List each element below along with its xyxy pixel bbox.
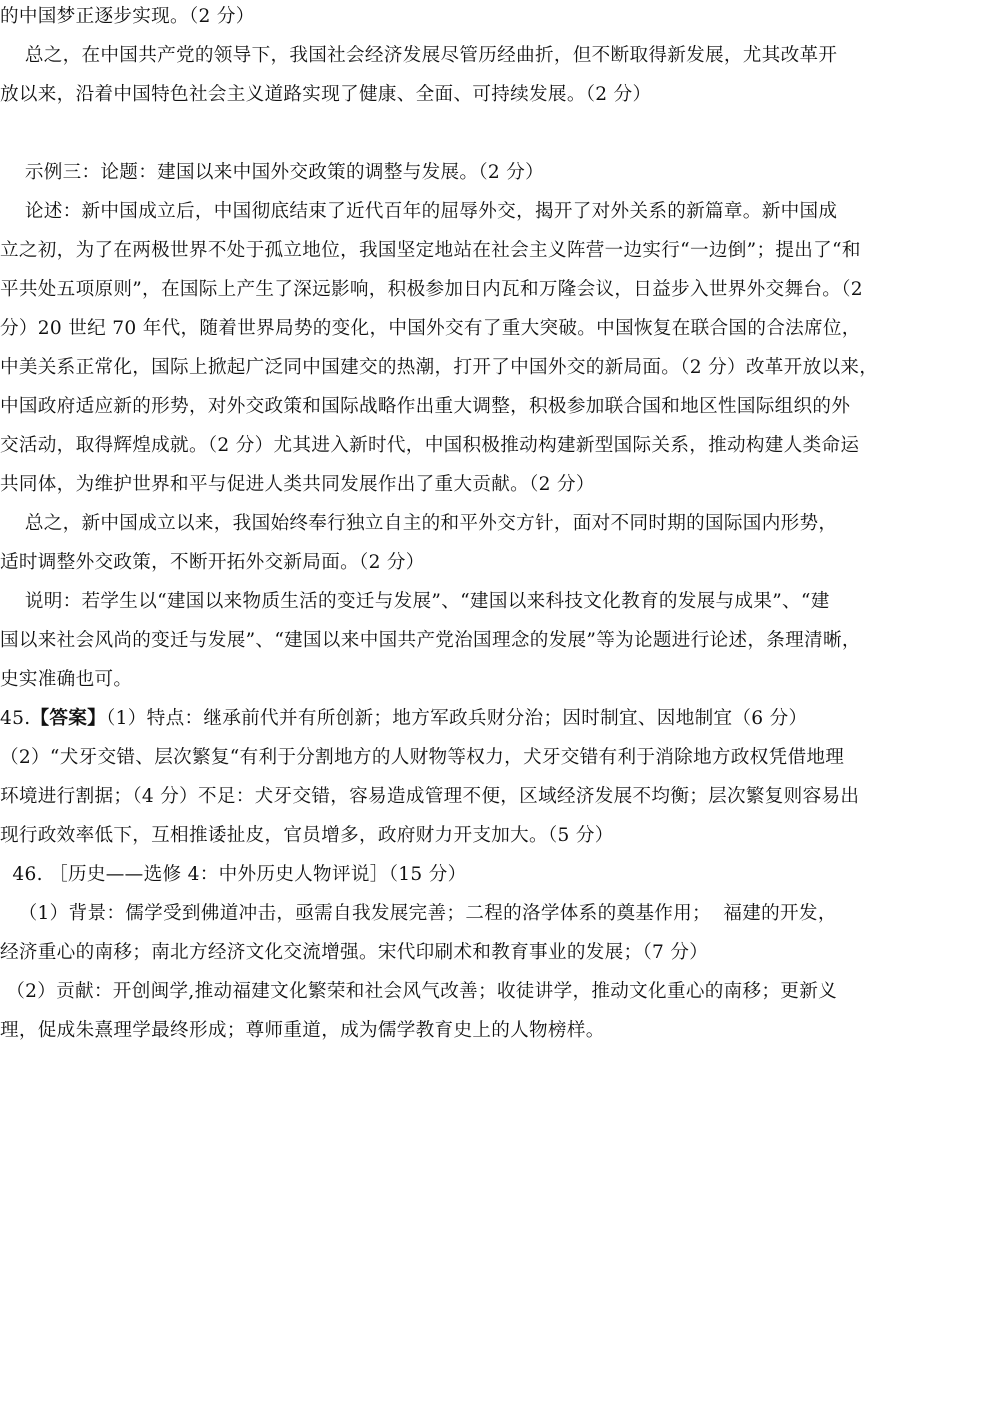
text-line: 理，促成朱熹理学最终形成；尊师重道，成为儒学教育史上的人物榜样。: [0, 1020, 605, 1041]
text-line: 的中国梦正逐步实现。（2 分）: [0, 6, 255, 27]
text-line: 放以来，沿着中国特色社会主义道路实现了健康、全面、可持续发展。（2 分）: [0, 84, 652, 105]
answer-text: （1）特点：继承前代并有所创新；地方军政兵财分治；因时制宜、因地制宜（6 分）: [106, 708, 808, 729]
text-line: 交活动，取得辉煌成就。（2 分）尤其进入新时代，中国积极推动构建新型国际关系，推动构建人类命运: [0, 435, 860, 456]
text-line: 史实准确也可。: [0, 669, 133, 690]
text-line: 现行政效率低下，互相推诿扯皮，官员增多，政府财力开支加大。（5 分）: [0, 825, 614, 846]
text-line: （2）“犬牙交错、层次繁复“有利于分割地方的人财物等权力，犬牙交错有利于消除地方政权凭借地理: [0, 747, 845, 768]
text-line: 国以来社会风尚的变迁与发展”、“建国以来中国共产党治国理念的发展”等为论题进行论述，条理清晰，: [0, 630, 861, 651]
answer-heading-line: [0, 706, 992, 732]
text-line: （2）贡献：开创闽学,推动福建文化繁荣和社会风气改善；收徒讲学，推动文化重心的南移；更新义: [0, 981, 837, 1002]
text-line: 分）20 世纪 70 年代，随着世界局势的变化，中国外交有了重大突破。中国恢复在联合国的合法席位，: [0, 318, 861, 339]
question-number: 45.: [0, 708, 31, 729]
text-line: 总之，新中国成立以来，我国始终奉行独立自主的和平外交方针，面对不同时期的国际国内形势，: [0, 513, 838, 534]
text-line: 立之初，为了在两极世界不处于孤立地位，我国坚定地站在社会主义阵营一边实行“一边倒”；提出了“和: [0, 240, 861, 261]
text-line: 共同体，为维护世界和平与促进人类共同发展作出了重大贡献。（2 分）: [0, 474, 595, 495]
text-line: 平共处五项原则”，在国际上产生了深远影响，积极参加日内瓦和万隆会议，日益步入世界外交舞台。（2: [0, 279, 863, 300]
text-line: 中国政府适应新的形势，对外交政策和国际战略作出重大调整，积极参加联合国和地区性国际组织的外: [0, 396, 851, 417]
text-line: 适时调整外交政策，不断开拓外交新局面。（2 分）: [0, 552, 425, 573]
text-line: 中美关系正常化，国际上掀起广泛同中国建交的热潮，打开了中国外交的新局面。（2 分）改革开放以来，: [0, 357, 879, 378]
text-line: 说明：若学生以“建国以来物质生活的变迁与发展”、“建国以来科技文化教育的发展与成果”、“建: [0, 591, 830, 612]
answer-label: 【答案】: [30, 708, 107, 729]
text-line: （1）背景：儒学受到佛道冲击，亟需自我发展完善；二程的洛学体系的奠基作用； 福建的开发，: [0, 903, 837, 924]
text-line: 示例三：论题：建国以来中国外交政策的调整与发展。（2 分）: [0, 162, 545, 183]
text-line: 环境进行割据；（4 分）不足：犬牙交错，容易造成管理不便，区域经济发展不均衡；层次繁复则容易出: [0, 786, 860, 807]
text-line: 总之，在中国共产党的领导下，我国社会经济发展尽管历经曲折，但不断取得新发展，尤其改革开: [0, 45, 838, 66]
text-line: 经济重心的南移；南北方经济文化交流增强。宋代印刷术和教育事业的发展；（7 分）: [0, 942, 709, 963]
text-line: 论述：新中国成立后，中国彻底结束了近代百年的屈辱外交，揭开了对外关系的新篇章。新中国成: [0, 201, 838, 222]
section-heading: 46. ［历史——选修 4：中外历史人物评说］（15 分）: [0, 864, 467, 885]
